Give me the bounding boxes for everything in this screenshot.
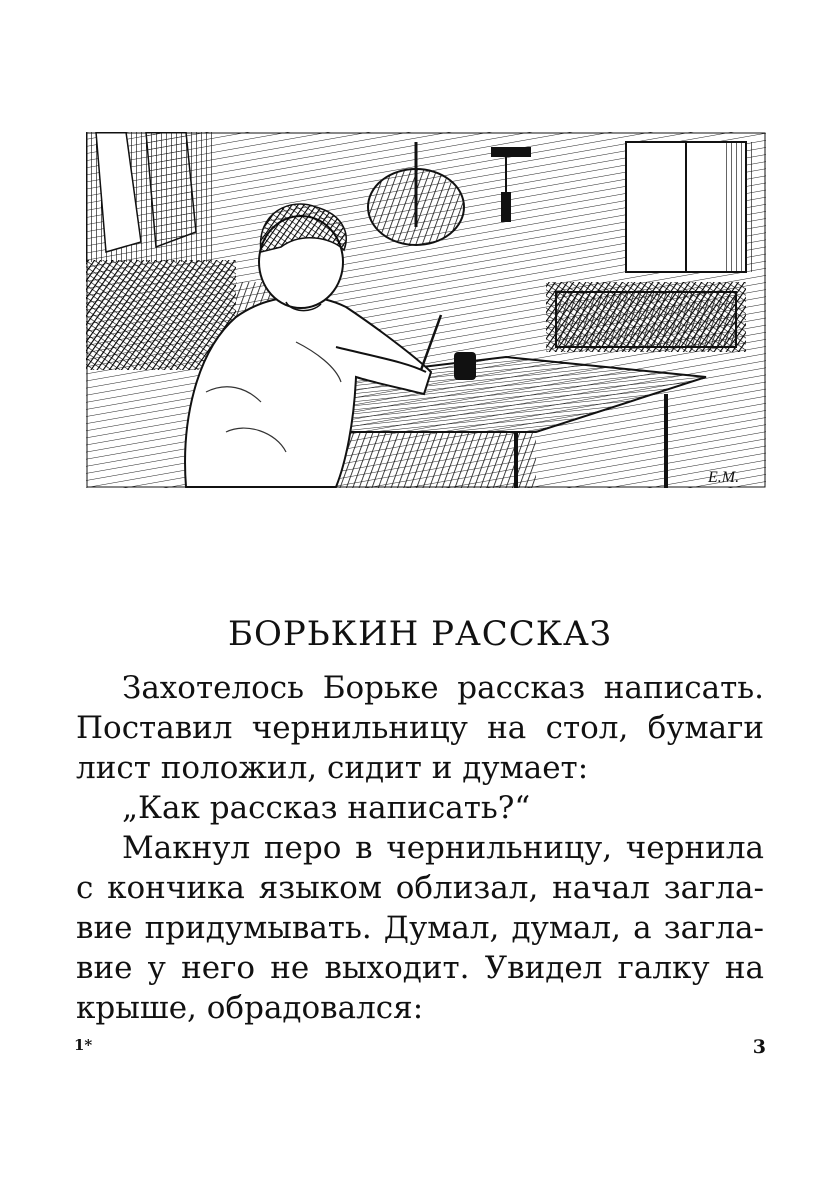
signature-mark: 1* bbox=[74, 1036, 93, 1054]
illustration bbox=[86, 132, 766, 488]
illustration-signature: Е.М. bbox=[708, 469, 740, 486]
paragraph: „Как рассказ написать?“ bbox=[122, 790, 531, 826]
story-text bbox=[76, 668, 764, 1028]
page-number: 3 bbox=[752, 1036, 766, 1058]
paragraph: Захотелось Борьке рассказ написать. Поставил чернильницу на стол, бумаги лист положил, сидит и думает: bbox=[76, 670, 764, 786]
paragraph: Макнул перо в чернильницу, чернила с кончика языком облизал, начал заглавие придумывать. Думал, думал, а заглавие у него не выходит. Увидел галку на крыше, обрадовался: bbox=[76, 830, 764, 1026]
story-title: БОРЬКИН РАССКАЗ bbox=[228, 614, 612, 654]
